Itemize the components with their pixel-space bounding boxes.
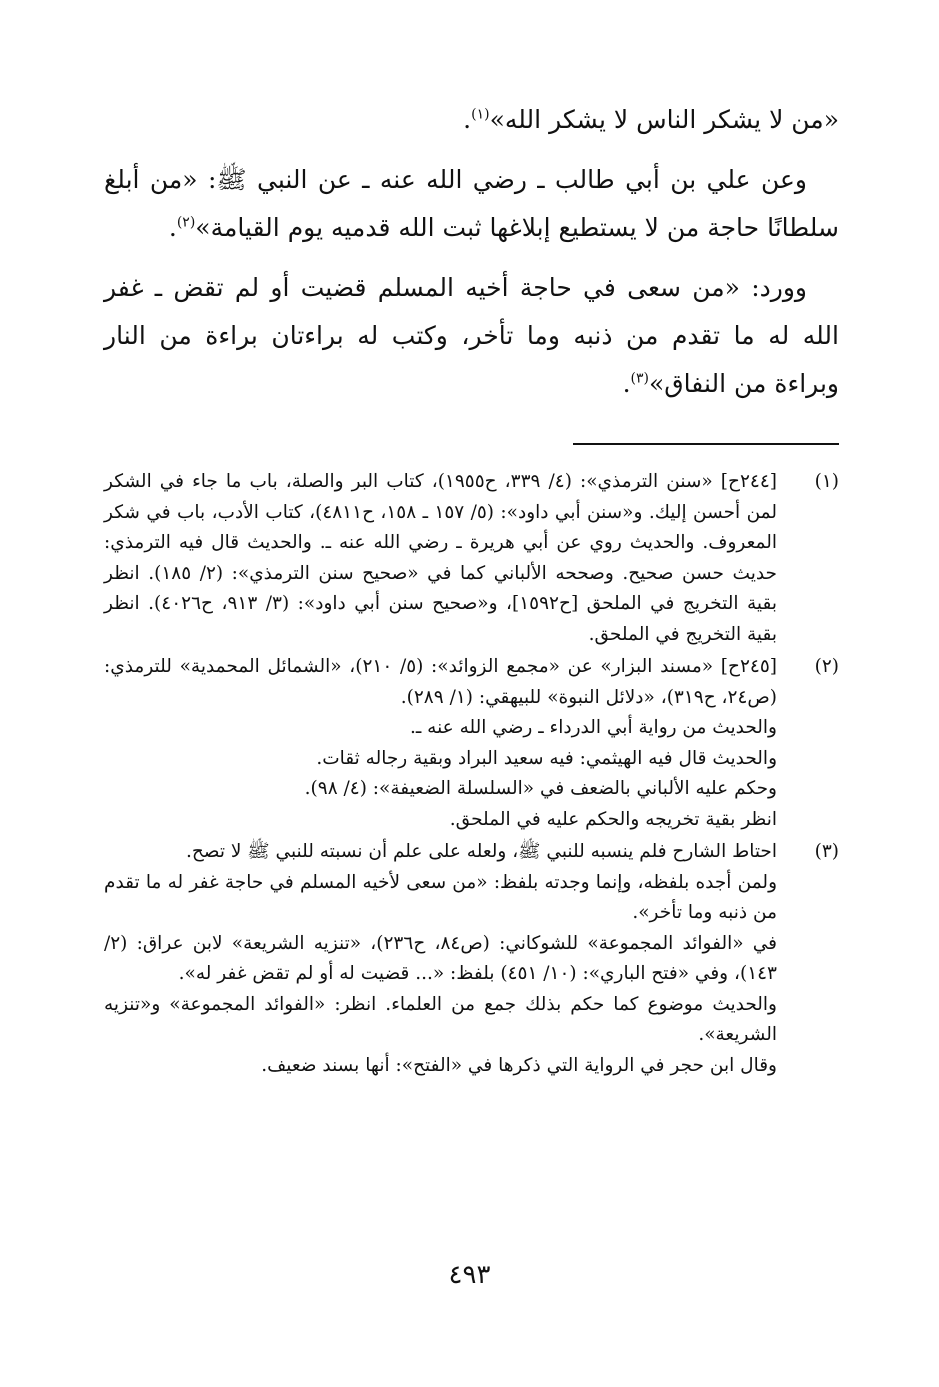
footnotes (104, 467, 839, 1083)
main-paragraph-text: «من لا يشكر الناس لا يشكر الله» (489, 105, 839, 134)
footnote-ref[interactable]: (٢) (176, 214, 196, 231)
footnote-text: في «الفوائد المجموعة» للشوكاني: (ص٨٤، ح٢٣٦)، «تنزيه الشريعة» لابن عراق: (٢/ ١٤٣)، وفي «فتح الباري»: (١٠/ ٤٥١) بلفظ: «... قضيت له أو لم تقض غفر له». (104, 932, 778, 984)
footnote-text: وحكم عليه الألباني بالضعف في «السلسلة الضعيفة»: (٤/ ٩٨). (304, 778, 777, 799)
footnote-ref[interactable]: (١) (471, 106, 490, 123)
main-paragraph-text: وورد: «من سعى في حاجة أخيه المسلم قضيت أو لم تقض ـ غفر الله له ما تقدم من ذنبه وما تأخر، وكتب له براءتان براءة من النار وبراءة من النفاق» (104, 273, 839, 398)
main-paragraph (104, 96, 839, 144)
footnote-body (104, 652, 777, 835)
main-text (104, 96, 839, 420)
footnote-separator (573, 443, 839, 445)
footnote-text: احتاط الشارح فلم ينسبه للنبي ﷺ، ولعله على علم أن نسبته للنبي ﷺ لا تصح. (185, 841, 777, 862)
footnote-ref[interactable]: (٣) (630, 370, 649, 387)
footnote-body (104, 837, 777, 1081)
footnote-text: والحديث من رواية أبي الدرداء ـ رضي الله عنه ـ. (409, 717, 777, 738)
sentence-end: . (463, 105, 472, 134)
sentence-end: . (168, 213, 177, 242)
page-number: ٤٩٣ (448, 1260, 491, 1290)
footnote (104, 467, 839, 650)
footnote-text: [٢٤٤ح] «سنن الترمذي»: (٤/ ٣٣٩، ح١٩٥٥)، كتاب البر والصلة، باب ما جاء في الشكر لمن أحسن إليك. و«سنن أبي داود»: (٥/ ١٥٧ ـ ١٥٨، ح٤٨١١)، كتاب الأدب، باب في شكر المعروف. والحديث روي عن أبي هريرة ـ رضي الله عنه ـ. والحديث قال فيه الترمذي: حديث حسن صحيح. وصححه الألباني كما في «صحيح سنن الترمذي»: (٢/ ١٨٥). انظر بقية التخريج في الملحق [ح١٥٩٢]، و«صحيح سنن أبي داود»: (٣/ ٩١٣، ح٤٠٢٦). انظر بقية التخريج في الملحق. (104, 471, 778, 645)
footnote-text: وقال ابن حجر في الرواية التي ذكرها في «الفتح»: أنها بسند ضعيف. (261, 1054, 777, 1076)
footnote-text: ولمن أجده بلفظه، وإنما وجدته بلفظ: «من سعى لأخيه المسلم في حاجة غفر له ما تقدم من ذنبه وما تأخر». (104, 871, 777, 923)
main-paragraph-text: وعن علي بن أبي طالب ـ رضي الله عنه ـ عن النبي ﷺ: «من أبلغ سلطانًا حاجة من لا يستطيع إبلاغها ثبت الله قدميه يوم القيامة» (104, 165, 839, 242)
footnote (104, 837, 839, 1081)
footnote-text: والحديث موضوع كما حكم بذلك جمع من العلماء. انظر: «الفوائد المجموعة» و«تنزيه الشريعة». (104, 993, 777, 1045)
footnote-number: (٢) (814, 656, 839, 677)
footnote-body (104, 467, 777, 650)
footnote-text: والحديث قال فيه الهيثمي: فيه سعيد البراد وبقية رجاله ثقات. (316, 747, 777, 769)
footnote-text: [٢٤٥ح] «مسند البزار» عن «مجمع الزوائد»: (٥/ ٢١٠)، «الشمائل المحمدية» للترمذي: (ص٢٤، ح٣١٩)، «دلائل النبوة» للبيهقي: (١/ ٢٨٩). (104, 656, 777, 708)
main-paragraph (104, 264, 839, 408)
sentence-end: . (622, 369, 631, 398)
main-paragraph (104, 156, 839, 252)
footnote (104, 652, 839, 835)
footnote-number: (٣) (814, 841, 839, 862)
footnote-number: (١) (814, 471, 839, 492)
footnote-text: انظر بقية تخريجه والحكم عليه في الملحق. (449, 808, 777, 830)
